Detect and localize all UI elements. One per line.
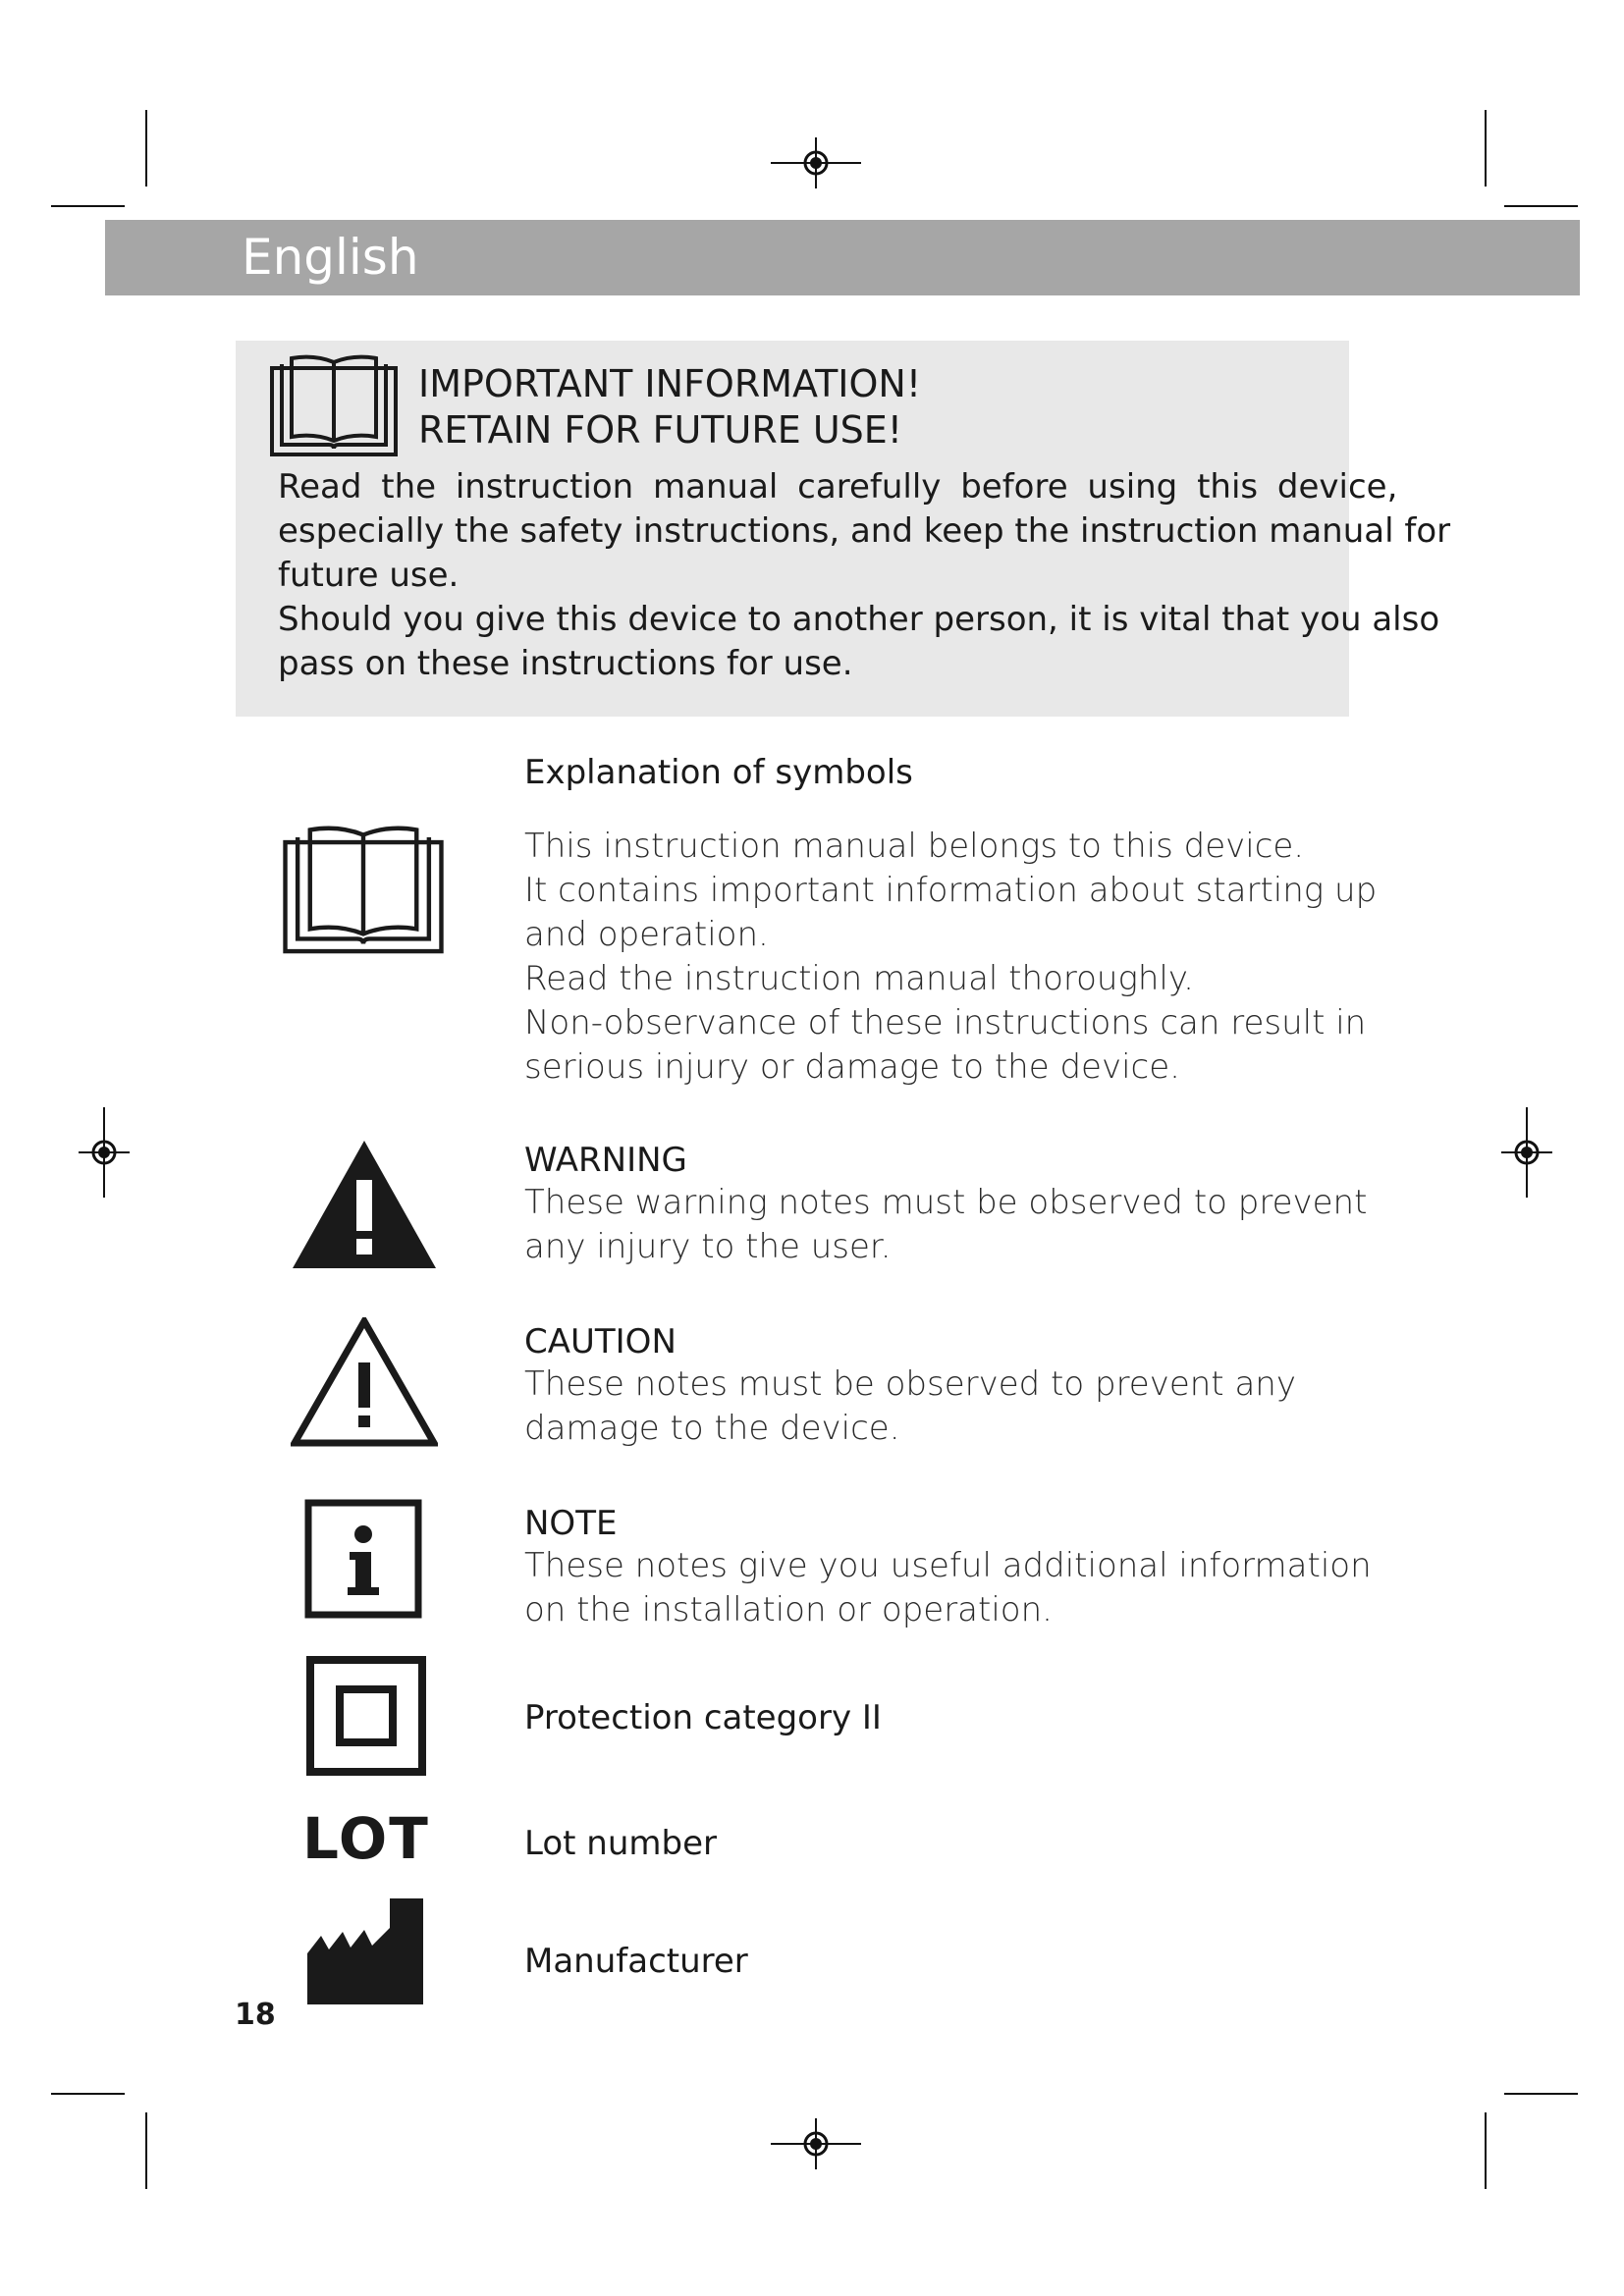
important-para2-line: pass on these instructions for use.	[278, 644, 853, 683]
crop-mark	[51, 205, 125, 207]
important-para1-line: Read the instruction manual carefully before using this device,	[278, 467, 1398, 507]
crop-mark	[1504, 2093, 1578, 2095]
note-description	[524, 1544, 1372, 1632]
manual-text-line: Non-observance of these instructions can result in	[524, 1003, 1367, 1042]
crop-mark	[145, 2112, 147, 2189]
book-icon	[283, 823, 444, 956]
registration-mark-icon	[771, 2118, 861, 2169]
important-para2-line: Should you give this device to another person, it is vital that you also	[278, 600, 1440, 639]
note-text-line: on the installation or operation.	[524, 1590, 1053, 1629]
protection-title: Protection category II	[524, 1698, 882, 1737]
protection-class-ii-icon	[306, 1656, 426, 1776]
note-text-line: These notes give you useful additional information	[524, 1546, 1372, 1585]
language-banner	[105, 220, 1580, 295]
crop-mark	[1485, 2112, 1487, 2189]
note-title: NOTE	[524, 1504, 618, 1543]
language-title: English	[242, 229, 419, 286]
warning-title: WARNING	[524, 1141, 687, 1180]
registration-mark-icon	[1501, 1107, 1552, 1198]
caution-text-line: damage to the device.	[524, 1409, 900, 1448]
caution-text-line: These notes must be observed to prevent any	[524, 1364, 1296, 1404]
caution-description	[524, 1362, 1329, 1451]
crop-mark	[51, 2093, 125, 2095]
manual-text-line: This instruction manual belongs to this device.	[524, 827, 1305, 866]
manual-text-line: serious injury or damage to the device.	[524, 1047, 1180, 1087]
manual-symbol-description	[524, 825, 1378, 1090]
warning-text-line: any injury to the user.	[524, 1227, 892, 1266]
info-icon	[304, 1499, 422, 1619]
important-paragraph-1	[278, 465, 1451, 598]
warning-description	[524, 1181, 1368, 1269]
manual-text-line: and operation.	[524, 915, 769, 954]
manufacturer-title: Manufacturer	[524, 1942, 748, 1981]
symbols-section-title: Explanation of symbols	[524, 753, 913, 792]
important-heading-line1: IMPORTANT INFORMATION!	[418, 362, 922, 405]
manual-text-line: It contains important information about starting up	[524, 871, 1378, 910]
warning-icon	[291, 1139, 438, 1270]
registration-mark-icon	[79, 1107, 130, 1198]
important-para1-line: especially the safety instructions, and keep the instruction manual for	[278, 511, 1451, 551]
crop-mark	[1485, 110, 1487, 187]
important-heading	[418, 361, 921, 454]
lot-icon: LOT	[302, 1805, 430, 1872]
caution-title: CAUTION	[524, 1322, 677, 1362]
manufacturer-icon	[307, 1898, 425, 2004]
important-para1-line: future use.	[278, 556, 460, 595]
registration-mark-icon	[771, 137, 861, 188]
manual-text-line: Read the instruction manual thoroughly.	[524, 959, 1194, 998]
important-paragraph-2	[278, 598, 1440, 686]
lot-title: Lot number	[524, 1824, 717, 1863]
caution-icon	[291, 1317, 438, 1447]
book-icon	[270, 354, 398, 456]
warning-text-line: These warning notes must be observed to prevent	[524, 1183, 1368, 1222]
crop-mark	[145, 110, 147, 187]
crop-mark	[1504, 205, 1578, 207]
page-number: 18	[235, 1998, 276, 2032]
important-heading-line2: RETAIN FOR FUTURE USE!	[418, 408, 902, 452]
